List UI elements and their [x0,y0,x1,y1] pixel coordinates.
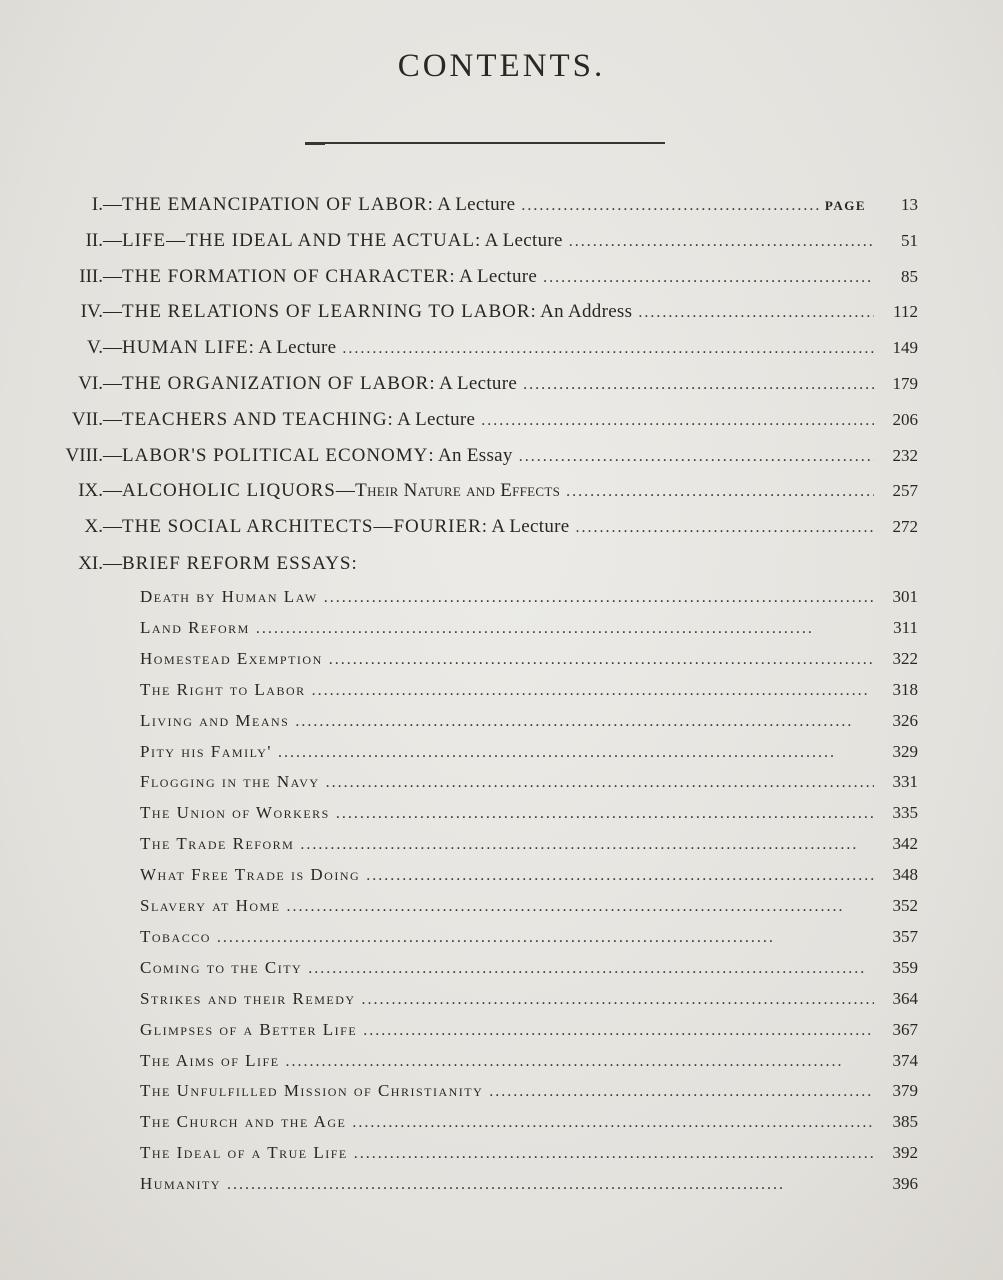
subentry-page-number: 385 [892,1112,918,1132]
entry-page-number: 51 [901,230,918,250]
subentry-title: The Right to Labor [140,679,306,699]
subentry-title: The Trade Reform [140,834,295,854]
subentry-title: The Aims of Life [140,1050,280,1070]
entry-title [122,194,515,216]
subentry-title: Tobacco [140,926,211,946]
toc-entry [60,516,918,546]
entry-title-main: THE EMANCIPATION OF LABOR [122,194,428,215]
entry-subtitle: : A Lecture [248,337,337,359]
entry-title-main: THE SOCIAL ARCHITECTS—FOURIER [122,516,482,538]
subentry-title: Homestead Exemption [140,648,323,668]
dot-leader [342,340,874,358]
subentry-title: The Unfulfilled Mission of Christianity [140,1081,484,1101]
dot-leader [489,1083,874,1101]
dot-leader [217,929,874,947]
toc-subentry [140,896,918,926]
entry-title [122,373,517,395]
subentry-title: Humanity [140,1174,221,1194]
entry-page-number: 257 [892,481,918,501]
dot-leader [295,713,874,731]
dot-leader [278,744,874,762]
page-title: CONTENTS. [397,48,606,84]
entry-number: XI.— [78,553,122,574]
dot-leader [519,448,874,466]
dot-leader [363,1022,874,1040]
subentry-page-number: 331 [892,772,918,792]
entry-number: VII.— [71,408,122,430]
subentry-page-number: 374 [892,1050,918,1070]
dot-leader [324,589,874,607]
entry-subtitle: : An Essay [428,444,513,466]
dot-leader [523,376,874,394]
entry-title-main: LIFE—THE IDEAL AND THE ACTUAL [122,229,476,251]
toc-subentry [140,711,918,741]
toc-subentry [140,1143,918,1173]
entry-subtitle: : A Lecture [429,373,518,394]
toc-entry [60,337,918,367]
dot-leader [354,1145,874,1163]
toc-entry [60,301,918,331]
subentry-page-number: 326 [892,710,918,730]
subentry-title: What Free Trade is Doing [140,865,361,885]
entry-title [122,337,336,359]
entry-title [122,301,632,323]
dot-leader [543,269,874,287]
toc-subentry [140,742,918,772]
toc-subentry [140,865,918,895]
dot-leader [326,774,874,792]
entry-page-number: 149 [892,338,918,358]
entry-subtitle: : A Lecture [427,194,516,215]
toc-subentry [140,834,918,864]
toc-subentry [140,1051,918,1081]
entry-number: IV.— [80,301,122,323]
subentry-page-number: 396 [892,1174,918,1194]
entry-title [122,516,569,538]
toc-subentry [140,680,918,710]
toc-entry [60,194,918,224]
subentry-page-number: 379 [892,1081,918,1101]
entry-number: I.— [91,194,122,215]
subentry-title: Land Reform [140,617,250,637]
entry-subtitle: : A Lecture [387,408,476,430]
subentry-title: Glimpses of a Better Life [140,1019,358,1039]
dot-leader [352,1114,874,1132]
subentry-page-number: 359 [892,957,918,977]
entry-number: II.— [85,229,122,251]
toc-entry [60,445,918,475]
entry-page-number: 112 [893,302,918,322]
toc-subentry [140,618,918,648]
dot-leader [569,233,874,251]
dot-leader [481,412,874,430]
toc-subentry [140,989,918,1019]
entry-subtitle: : A Lecture [475,229,563,251]
section-title: BRIEF REFORM ESSAYS: [122,553,358,574]
entry-number: III.— [79,265,122,287]
subentry-page-number: 322 [892,648,918,668]
subentry-title: The Church and the Age [140,1112,347,1132]
subentry-page-number: 311 [893,617,918,637]
subentry-title: The Ideal of a True Life [140,1143,348,1163]
dot-leader [312,682,874,700]
entry-title-main: TEACHERS AND TEACHING [122,408,388,430]
entry-title-main: LABOR'S POLITICAL ECONOMY [122,444,429,466]
subentry-page-number: 357 [892,926,918,946]
entry-title-main: HUMAN LIFE [122,337,249,359]
entry-subtitle: —Their Nature and Effects [335,480,561,502]
entry-title-main: THE FORMATION OF CHARACTER [122,265,450,287]
page-label: PAGE [824,198,866,213]
dot-leader [336,805,874,823]
dot-leader [638,304,874,322]
entry-title [122,480,560,502]
entry-title-main: THE ORGANIZATION OF LABOR [122,373,430,394]
entry-subtitle: : A Lecture [449,265,538,287]
toc-subentry [140,1020,918,1050]
dot-leader [521,197,819,215]
toc-subentry [140,958,918,988]
subentry-page-number: 342 [892,834,918,854]
subentry-page-number: 392 [892,1143,918,1163]
toc-entry [60,480,918,510]
dot-leader [256,620,874,638]
subentry-title: Death by Human Law [140,587,318,606]
toc-subentry [140,772,918,802]
dot-leader [366,867,874,885]
subentry-title: Flogging in the Navy [140,772,320,792]
toc-subentry [140,1081,918,1111]
entry-number: X.— [84,516,122,538]
toc-entry [60,373,918,403]
dot-leader [362,991,874,1009]
entry-subtitle: : A Lecture [481,516,570,538]
subentry-title: Coming to the City [140,957,303,977]
toc-subentry [140,649,918,679]
entry-page-number: 232 [892,445,918,465]
entry-title-main: THE RELATIONS OF LEARNING TO LABOR [122,301,531,323]
subentry-page-number: 364 [892,988,918,1008]
subentry-title: Strikes and their Remedy [140,988,356,1008]
dot-leader [575,519,874,537]
entry-number: IX.— [78,480,122,502]
subentry-title: Pity his Family' [140,741,272,761]
subentry-page-number: 335 [892,803,918,823]
entry-page-number: 272 [892,517,918,537]
dot-leader [227,1176,874,1194]
toc-entry [60,230,918,260]
subentry-title: The Union of Workers [140,803,330,823]
toc-subentry [140,1174,918,1204]
entry-number: V.— [86,337,122,359]
entry-page-number: 206 [892,409,918,429]
subentry-page-number: 348 [892,865,918,885]
toc-entry [60,409,918,439]
dot-leader [566,483,874,501]
toc-subentry [140,1112,918,1142]
dot-leader [287,898,874,916]
subentry-page-number: 301 [892,587,918,606]
entry-number: VI.— [78,373,122,394]
toc-subentry [140,803,918,833]
dot-leader [286,1053,874,1071]
entry-number: VIII.— [65,444,122,466]
entry-page-number: 85 [901,266,918,286]
entry-page-number: 179 [892,374,918,393]
entry-title [122,409,475,431]
entry-subtitle: : An Address [530,301,633,323]
entry-title [122,266,537,288]
subentry-title: Living and Means [140,710,290,730]
toc-section-header [60,553,918,583]
subentry-title: Slavery at Home [140,896,281,915]
dot-leader [300,836,874,854]
dot-leader [329,651,874,669]
subentry-page-number: 318 [892,679,918,699]
toc-subentry [140,587,918,617]
entry-title [122,445,513,467]
entry-title-main: ALCOHOLIC LIQUORS [122,480,336,502]
subentry-page-number: 329 [892,741,918,761]
toc-entry [60,266,918,296]
subentry-page-number: 367 [892,1019,918,1039]
dot-leader [308,960,874,978]
entry-title [122,230,563,252]
entry-page-number: 13 [901,195,918,214]
toc-subentry [140,927,918,957]
subentry-page-number: 352 [892,896,918,915]
